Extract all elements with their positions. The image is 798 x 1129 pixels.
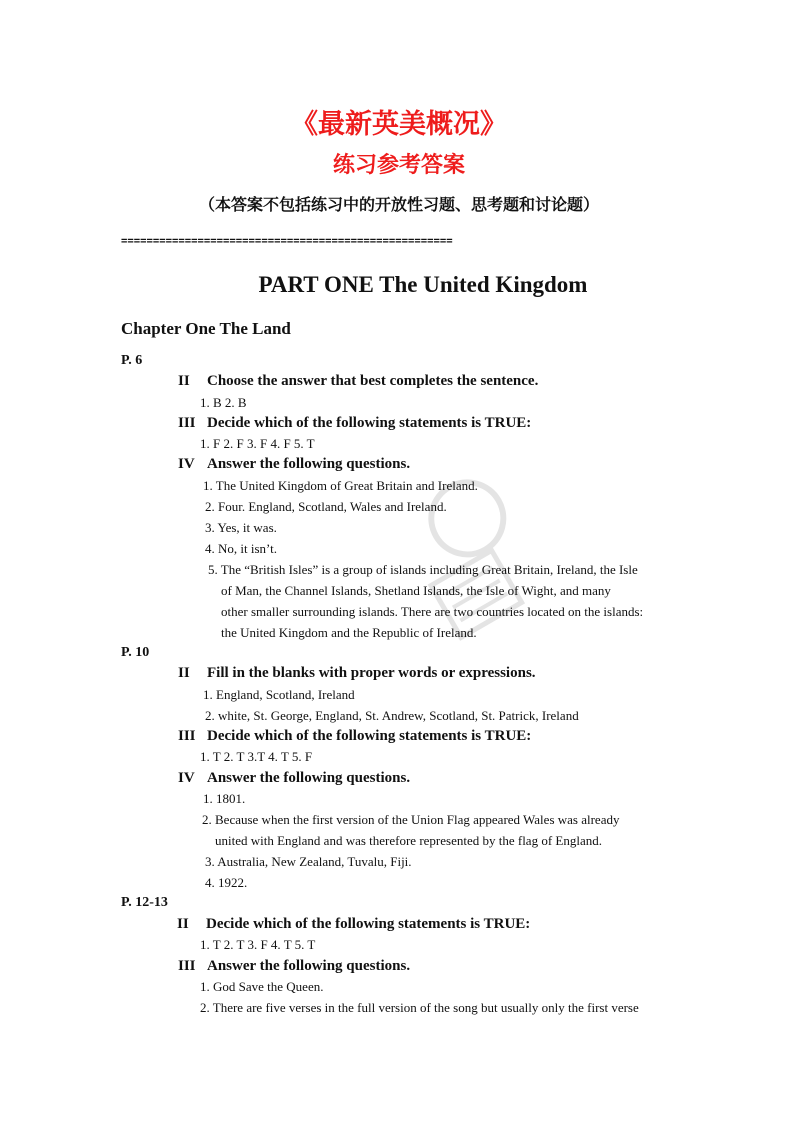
exercise-heading	[178, 665, 536, 682]
exercise-instruction: Decide which of the following statements is TRUE:	[207, 728, 532, 744]
exercise-instruction: Answer the following questions.	[207, 456, 411, 472]
answer-line: 1. T 2. T 3.T 4. T 5. F	[200, 749, 313, 764]
answer-line: 1. The United Kingdom of Great Britain and Ireland.	[203, 478, 478, 493]
exercise-instruction: Answer the following questions.	[207, 958, 411, 974]
document-subtitle: 练习参考答案	[332, 153, 465, 178]
exercise-number: III	[178, 728, 196, 744]
page-reference: P. 12-13	[121, 895, 168, 910]
answer-line: other smaller surrounding islands. There are two countries located on the islands:	[221, 604, 644, 619]
answer-line: 2. white, St. George, England, St. Andrew, Scotland, St. Patrick, Ireland	[205, 708, 579, 723]
part-heading: PART ONE The United Kingdom	[258, 272, 588, 297]
answer-line: the United Kingdom and the Republic of Ireland.	[221, 625, 477, 640]
separator-rule: ====================================================	[121, 235, 453, 247]
chapter-heading: Chapter One The Land	[121, 319, 291, 338]
answer-line: 2. Because when the first version of the Union Flag appeared Wales was already	[202, 812, 620, 827]
exercise-heading	[178, 456, 410, 473]
page-reference: P. 10	[121, 645, 150, 660]
answer-line: 1. God Save the Queen.	[200, 979, 324, 994]
answer-line: 1. 1801.	[203, 791, 246, 806]
answer-line: 2. There are five verses in the full version of the song but usually only the first verse	[200, 1000, 639, 1015]
answer-line: 1. B 2. B	[200, 395, 247, 410]
answer-line: 4. 1922.	[205, 875, 248, 890]
exercise-instruction: Fill in the blanks with proper words or expressions.	[207, 665, 536, 681]
exercise-heading	[177, 916, 530, 933]
exercise-number: IV	[178, 456, 195, 472]
exercise-number: II	[178, 665, 190, 681]
scope-note: （本答案不包括练习中的开放性习题、思考题和讨论题）	[198, 195, 599, 214]
exercise-heading	[178, 415, 531, 432]
exercise-instruction: Answer the following questions.	[207, 770, 411, 786]
answer-line: 3. Australia, New Zealand, Tuvalu, Fiji.	[205, 854, 412, 869]
exercise-number: III	[178, 415, 196, 431]
answer-line: 1. England, Scotland, Ireland	[203, 687, 355, 702]
exercise-number: III	[178, 958, 196, 974]
exercise-instruction: Decide which of the following statements is TRUE:	[206, 916, 531, 932]
exercise-number: IV	[178, 770, 195, 786]
answer-line: united with England and was therefore represented by the flag of England.	[215, 833, 602, 848]
answer-line: of Man, the Channel Islands, Shetland Islands, the Isle of Wight, and many	[221, 583, 611, 598]
exercise-heading	[178, 373, 538, 390]
page-reference: P. 6	[121, 353, 143, 368]
answer-line: 1. T 2. T 3. F 4. T 5. T	[200, 937, 316, 952]
exercise-instruction: Decide which of the following statements is TRUE:	[207, 415, 532, 431]
exercise-number: II	[177, 916, 189, 932]
book-title: 《最新英美概况》	[291, 109, 507, 140]
exercise-heading	[178, 958, 410, 975]
exercise-number: II	[178, 373, 190, 389]
answer-line: 3. Yes, it was.	[205, 520, 277, 535]
answer-line: 4. No, it isn’t.	[205, 541, 277, 556]
answer-line: 1. F 2. F 3. F 4. F 5. T	[200, 436, 315, 451]
answer-line: 2. Four. England, Scotland, Wales and Ireland.	[205, 499, 447, 514]
exercise-instruction: Choose the answer that best completes the sentence.	[207, 373, 539, 389]
exercise-heading	[178, 728, 531, 745]
exercise-heading	[178, 770, 410, 787]
answer-line: 5. The “British Isles” is a group of islands including Great Britain, Ireland, the Isle	[208, 562, 638, 577]
